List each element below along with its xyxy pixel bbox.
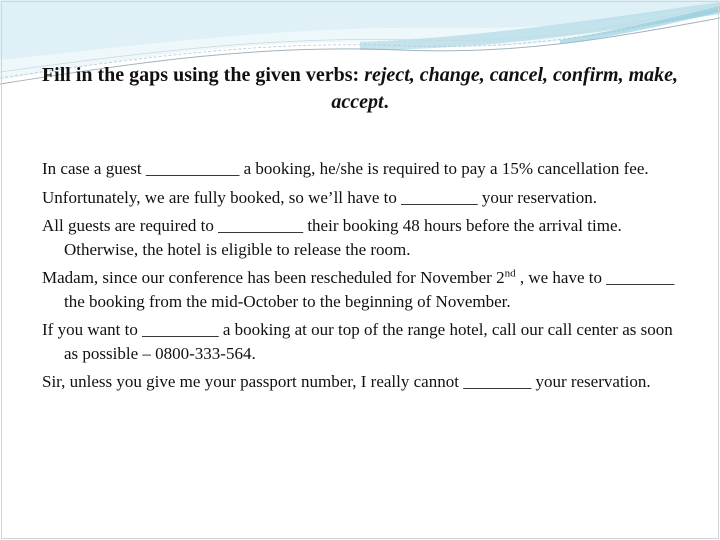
exercise-item: If you want to _________ a booking at our top of the range hotel, call our call center as soon as possible – 0800-333-564. [42,320,673,363]
exercise-list [42,157,682,399]
slide-title [40,62,680,116]
item-text-before: Madam, since our conference has been rescheduled for November 2 [42,268,505,287]
exercise-item: Unfortunately, we are fully booked, so we’ll have to _________ your reservation. [42,187,598,207]
exercise-item: Sir, unless you give me your passport number, I really cannot ________ your reservation. [42,372,651,391]
title-verbs: reject, change, cancel, confirm, make, accept [331,64,679,113]
exercise-item: In case a guest ___________ a booking, he/she is required to pay a 15% cancellation fee. [42,159,649,178]
title-prefix: Fill in the gaps using the given verbs: [41,64,365,86]
exercise-item [42,266,682,313]
ordinal-suffix: nd [504,267,516,280]
title-end: . [383,91,389,113]
exercise-item: All guests are required to __________ their booking 48 hours before the arrival time. Otherwise, the hotel is eligible to release the room. [42,216,622,259]
item-text-after: , we have to ________ the booking from the mid-October to the beginning of November. [64,268,675,311]
